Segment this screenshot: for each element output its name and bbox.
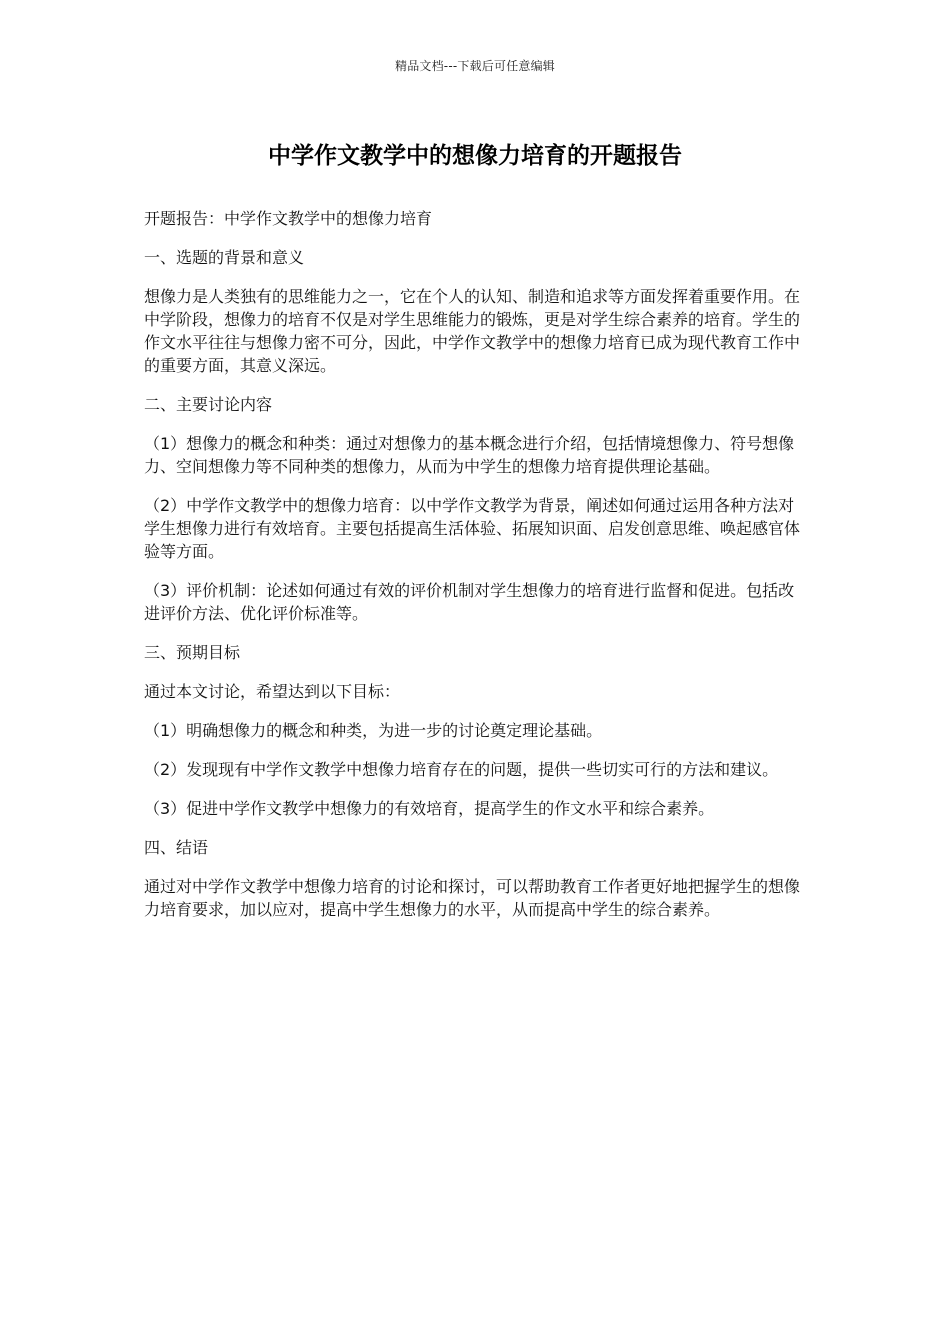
- section-heading-content: 二、主要讨论内容: [144, 395, 273, 414]
- background-paragraph: 想像力是人类独有的思维能力之一，它在个人的认知、制造和追求等方面发挥着重要作用。在中学阶段，想像力的培育不仅是对学生思维能力的锻炼，更是对学生综合素养的培育。学生的作文水平往往与想像力密不可分，因此，中学作文教学中的想像力培育已成为现代教育工作中的重要方面，其意义深远。: [144, 287, 801, 375]
- section-heading-conclusion: 四、结语: [144, 838, 209, 857]
- document-body: [144, 207, 808, 937]
- section-heading-goals: 三、预期目标: [144, 643, 241, 662]
- header-note: 精品文档---下载后可任意编辑: [395, 59, 555, 73]
- goals-intro: 通过本文讨论，希望达到以下目标：: [144, 682, 401, 701]
- conclusion-paragraph: 通过对中学作文教学中想像力培育的讨论和探讨，可以帮助教育工作者更好地把握学生的想像力培育要求，加以应对，提高中学生想像力的水平，从而提高中学生的综合素养。: [144, 877, 801, 919]
- document-title: 中学作文教学中的想像力培育的开题报告: [268, 143, 682, 169]
- goal-item-3: （3）促进中学作文教学中想像力的有效培育，提高学生的作文水平和综合素养。: [144, 799, 715, 818]
- content-item-2: （2）中学作文教学中的想像力培育：以中学作文教学为背景，阐述如何通过运用各种方法对学生想像力进行有效培育。主要包括提高生活体验、拓展知识面、启发创意思维、唤起感官体验等方面。: [144, 496, 801, 561]
- report-subject: 开题报告：中学作文教学中的想像力培育: [144, 209, 433, 228]
- content-item-1: （1）想像力的概念和种类：通过对想像力的基本概念进行介绍，包括情境想像力、符号想像力、空间想像力等不同种类的想像力，从而为中学生的想像力培育提供理论基础。: [144, 434, 795, 476]
- goal-item-1: （1）明确想像力的概念和种类，为进一步的讨论奠定理论基础。: [144, 721, 603, 740]
- content-item-3: （3）评价机制：论述如何通过有效的评价机制对学生想像力的培育进行监督和促进。包括改进评价方法、优化评价标准等。: [144, 581, 795, 623]
- goal-item-2: （2）发现现有中学作文教学中想像力培育存在的问题，提供一些切实可行的方法和建议。: [144, 760, 779, 779]
- section-heading-background: 一、选题的背景和意义: [144, 248, 305, 267]
